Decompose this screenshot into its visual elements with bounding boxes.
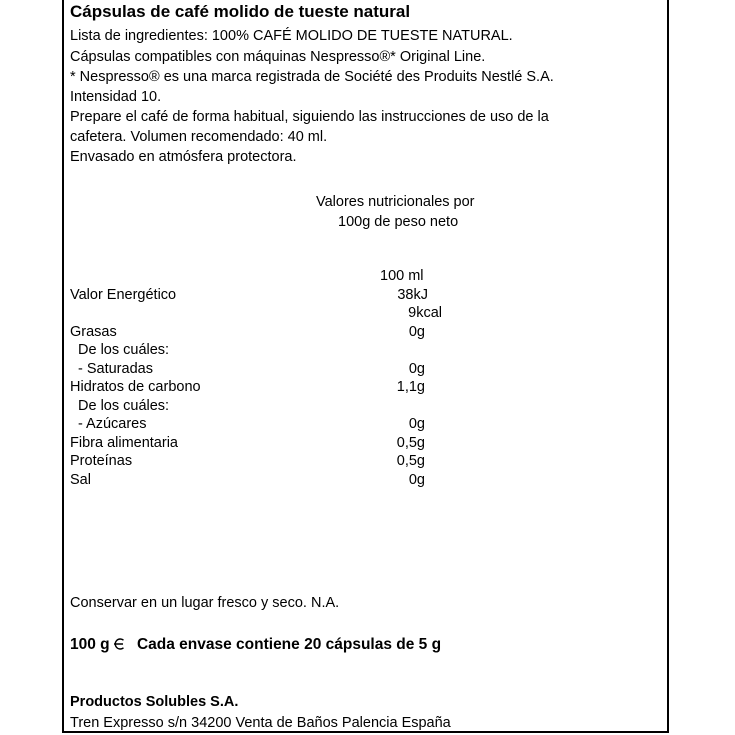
nutrition-row-label: - Saturadas bbox=[78, 361, 153, 377]
nutrition-row-value: 0g bbox=[408, 416, 425, 432]
company-address: Tren Expresso s/n 34200 Venta de Baños Palencia España bbox=[70, 715, 451, 731]
nutrition-row-value: 9kcal bbox=[408, 305, 442, 321]
nutrition-row-value: 0g bbox=[408, 324, 425, 340]
storage-instructions: Conservar en un lugar fresco y seco. N.A. bbox=[70, 595, 340, 611]
preparation-line-2: cafetera. Volumen recomendado: 40 ml. bbox=[70, 129, 328, 145]
nutrition-row-label: Valor Energético bbox=[70, 287, 177, 303]
nutrition-row-label: - Azúcares bbox=[78, 416, 147, 432]
ingredients-line: Lista de ingredientes: 100% CAFÉ MOLIDO DE TUESTE NATURAL. bbox=[70, 28, 513, 44]
nutrition-row-value: 1,1g bbox=[396, 379, 425, 395]
nutrition-header-2: 100g de peso neto bbox=[338, 214, 459, 230]
nutrition-row-label: Hidratos de carbono bbox=[70, 379, 201, 395]
nutrition-row-value: 38kJ bbox=[397, 287, 428, 303]
compatibility-line: Cápsulas compatibles con máquinas Nespresso®* Original Line. bbox=[70, 49, 486, 65]
trademark-line: * Nespresso® es una marca registrada de Société des Produits Nestlé S.A. bbox=[70, 69, 554, 85]
nutrition-row-value: 0g bbox=[408, 472, 425, 488]
nutrition-row-value: 0,5g bbox=[396, 435, 425, 451]
nutrition-row-label: De los cuáles: bbox=[78, 398, 170, 414]
company-name: Productos Solubles S.A. bbox=[70, 694, 239, 710]
preparation-line-1: Prepare el café de forma habitual, siguiendo las instrucciones de uso de la bbox=[70, 109, 549, 125]
net-weight-line bbox=[70, 636, 441, 654]
nutrition-column-label: 100 ml bbox=[380, 268, 424, 284]
nutrition-row-value: 0,5g bbox=[396, 453, 425, 469]
nutrition-row-label: Grasas bbox=[70, 324, 117, 340]
nutrition-row-value: 0g bbox=[408, 361, 425, 377]
nutrition-row-label: Fibra alimentaria bbox=[70, 435, 178, 451]
packaging-line: Envasado en atmósfera protectora. bbox=[70, 149, 297, 165]
net-weight: 100 g bbox=[70, 636, 110, 653]
nutrition-row-label: Sal bbox=[70, 472, 91, 488]
product-title: Cápsulas de café molido de tueste natural bbox=[70, 2, 411, 21]
estimated-sign-icon bbox=[112, 637, 127, 651]
nutrition-row-label: Proteínas bbox=[70, 453, 133, 469]
package-contents: Cada envase contiene 20 cápsulas de 5 g bbox=[136, 636, 442, 653]
intensity-line: Intensidad 10. bbox=[70, 89, 162, 105]
nutrition-header-1: Valores nutricionales por bbox=[316, 194, 475, 210]
nutrition-row-label: De los cuáles: bbox=[78, 342, 170, 358]
